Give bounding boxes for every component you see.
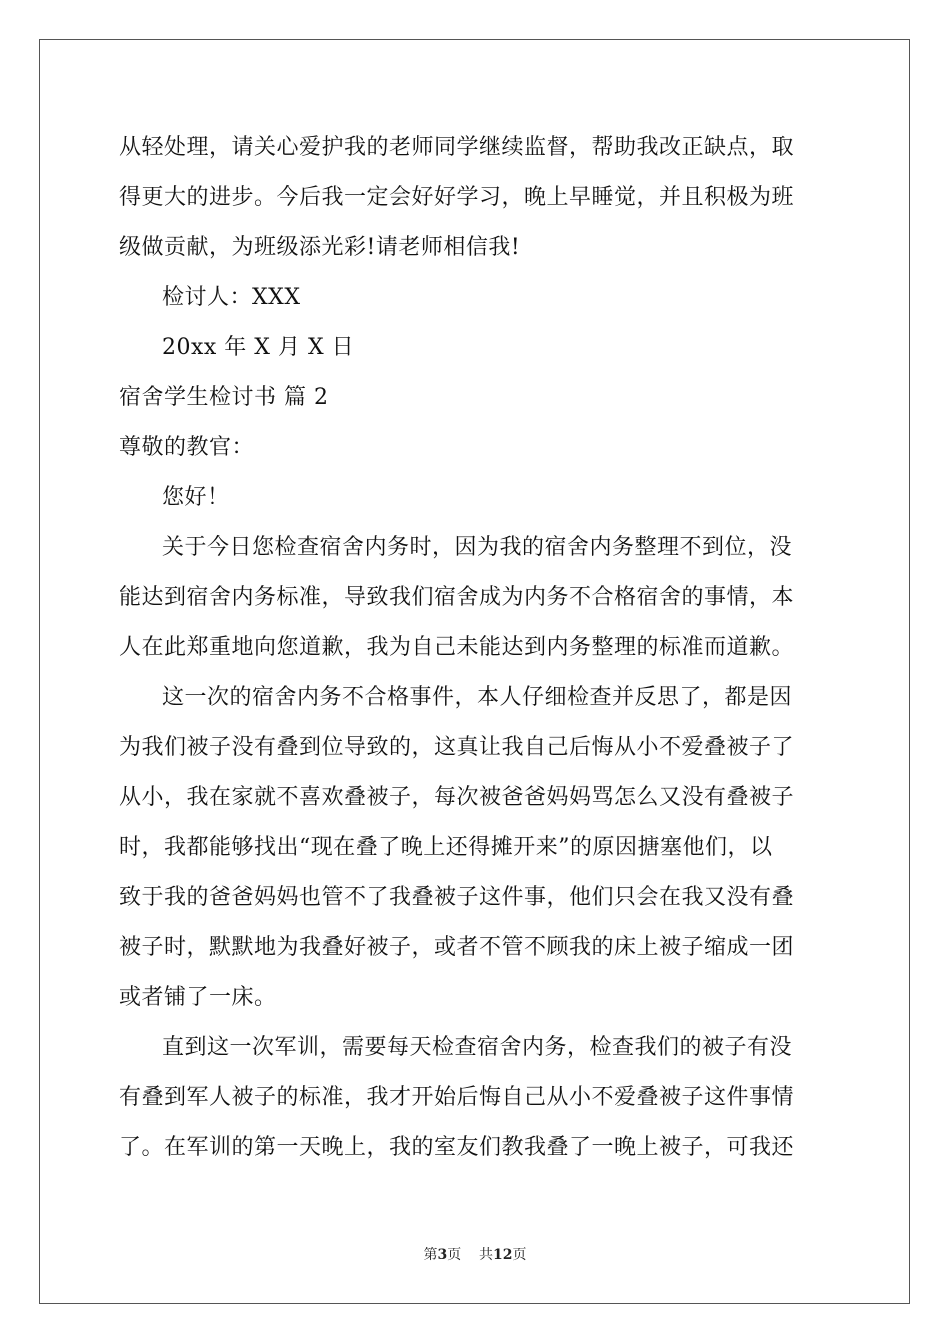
total-pages: 12 <box>493 1247 513 1263</box>
text-line: 从小，我在家就不喜欢叠被子，每次被爸爸妈妈骂怎么又没有叠被子 <box>119 785 795 810</box>
current-page: 3 <box>437 1247 448 1263</box>
greeting: 您好！ <box>162 485 230 510</box>
text-line: 这一次的宿舍内务不合格事件，本人仔细检查并反思了，都是因 <box>162 685 793 710</box>
text-line: 或者铺了一床。 <box>119 985 277 1010</box>
signature-line: 检讨人：XXX <box>162 285 301 310</box>
text-line: 被子时，默默地为我叠好被子，或者不管不顾我的床上被子缩成一团 <box>119 935 795 960</box>
text-line: 能达到宿舍内务标准，导致我们宿舍成为内务不合格宿舍的事情，本 <box>119 585 795 610</box>
page-number <box>423 1247 461 1263</box>
page-border <box>39 39 910 1304</box>
section-title: 宿舍学生检讨书 篇 2 <box>119 385 329 410</box>
page-prefix: 第 <box>423 1247 438 1263</box>
text-line: 从轻处理，请关心爱护我的老师同学继续监督，帮助我改正缺点，取 <box>119 135 795 160</box>
text-line: 关于今日您检查宿舍内务时，因为我的宿舍内务整理不到位，没 <box>162 535 793 560</box>
text-line: 级做贡献，为班级添光彩!请老师相信我! <box>119 235 521 260</box>
text-line: 人在此郑重地向您道歉，我为自己未能达到内务整理的标准而道歉。 <box>119 635 795 660</box>
text-line: 为我们被子没有叠到位导致的，这真让我自己后悔从小不爱叠被子了 <box>119 735 795 760</box>
total-prefix: 共 <box>479 1247 494 1263</box>
text-line: 直到这一次军训，需要每天检查宿舍内务，检查我们的被子有没 <box>162 1035 793 1060</box>
total-unit: 页 <box>512 1247 527 1263</box>
text-line: 得更大的进步。今后我一定会好好学习，晚上早睡觉，并且积极为班 <box>119 185 795 210</box>
text-line: 致于我的爸爸妈妈也管不了我叠被子这件事，他们只会在我又没有叠 <box>119 885 795 910</box>
text-line: 了。在军训的第一天晚上，我的室友们教我叠了一晚上被子，可我还 <box>119 1135 795 1160</box>
page-total <box>479 1247 526 1263</box>
page-footer <box>0 1246 950 1264</box>
page-unit: 页 <box>447 1247 462 1263</box>
text-line: 时，我都能够找出“现在叠了晚上还得摊开来”的原因搪塞他们，以 <box>119 835 773 860</box>
date-line: 20xx 年 X 月 X 日 <box>162 335 355 360</box>
salutation: 尊敬的教官： <box>119 435 255 460</box>
text-line: 有叠到军人被子的标准，我才开始后悔自己从小不爱叠被子这件事情 <box>119 1085 795 1110</box>
